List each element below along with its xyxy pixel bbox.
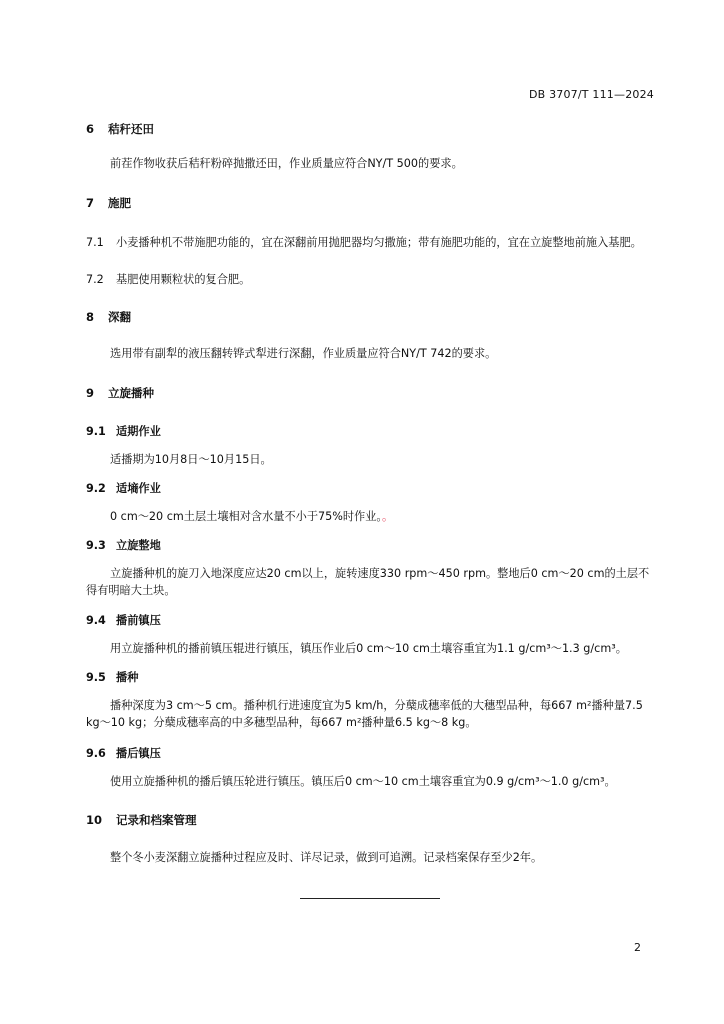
clause-9-6-text: 使用立旋播种机的播后镇压轮进行镇压。镇压后0 cm～10 cm土壤容重宜为0.9 g/cm³～1.0 g/cm³。 <box>110 775 616 788</box>
clause-7-2 <box>86 271 658 288</box>
red-mark: 。 <box>382 510 394 523</box>
clause-7-1 <box>86 234 658 251</box>
section-number: 9 <box>86 386 95 400</box>
section-title: 立旋播种 <box>108 386 154 400</box>
section-title: 秸秆还田 <box>108 122 154 136</box>
clause-title: 适期作业 <box>116 425 161 438</box>
page-number: 2 <box>634 941 641 954</box>
section-8-paragraph: 选用带有副犁的液压翻转铧式犁进行深翻，作业质量应符合NY/T 742的要求。 <box>110 347 497 360</box>
clause-title: 播种 <box>116 671 139 684</box>
clause-title: 播前镇压 <box>116 614 161 627</box>
clause-9-2-heading <box>86 480 658 497</box>
clause-number: 7.2 <box>86 273 104 286</box>
clause-number: 9.6 <box>86 747 106 760</box>
section-number: 10 <box>86 813 103 827</box>
clause-title: 立旋整地 <box>116 539 161 552</box>
clause-9-5-heading <box>86 669 658 686</box>
document-code: DB 3707/T 111—2024 <box>528 88 654 101</box>
section-number: 6 <box>86 122 95 136</box>
clause-9-1-heading <box>86 423 658 440</box>
section-8-heading <box>86 309 658 326</box>
clause-number: 7.1 <box>86 236 104 249</box>
clause-number: 9.2 <box>86 482 106 495</box>
clause-number: 9.3 <box>86 539 106 552</box>
clause-9-1-text: 适播期为10月8日～10月15日。 <box>110 453 272 466</box>
section-title: 施肥 <box>108 196 131 210</box>
clause-title: 播后镇压 <box>116 747 161 760</box>
clause-number: 9.1 <box>86 425 106 438</box>
clause-9-4-text: 用立旋播种机的播前镇压辊进行镇压，镇压作业后0 cm～10 cm土壤容重宜为1.1 g/cm³～1.3 g/cm³。 <box>110 642 627 655</box>
section-title: 记录和档案管理 <box>116 813 197 827</box>
section-10-paragraph: 整个冬小麦深翻立旋播种过程应及时、详尽记录，做到可追溯。记录档案保存至少2年。 <box>110 851 543 864</box>
section-number: 8 <box>86 310 95 324</box>
clause-9-4-heading <box>86 612 658 629</box>
clause-number: 9.4 <box>86 614 106 627</box>
section-number: 7 <box>86 196 95 210</box>
clause-9-5-text: 播种深度为3 cm～5 cm。播种机行进速度宜为5 km/h，分蘖成穗率低的大穗型品种，每667 m²播种量7.5 kg～10 kg；分蘖成穗率高的中多穗型品种，每667 m²播种量6.5 kg～8 kg。 <box>86 699 643 729</box>
end-rule <box>300 898 440 899</box>
clause-number: 9.5 <box>86 671 106 684</box>
section-title: 深翻 <box>108 310 131 324</box>
section-10-heading <box>86 812 658 829</box>
clause-text: 基肥使用颗粒状的复合肥。 <box>116 273 251 286</box>
section-9-heading <box>86 385 658 402</box>
clause-title: 适墒作业 <box>116 482 161 495</box>
clause-9-2-text <box>86 508 658 525</box>
section-6-paragraph: 前茬作物收获后秸秆粉碎抛撒还田，作业质量应符合NY/T 500的要求。 <box>110 157 463 170</box>
clause-9-6-heading <box>86 745 658 762</box>
section-7-heading <box>86 195 658 212</box>
section-6-heading <box>86 121 658 138</box>
clause-9-3-text: 立旋播种机的旋刀入地深度应达20 cm以上，旋转速度330 rpm～450 rpm。整地后0 cm～20 cm的土层不得有明暗大土块。 <box>86 567 650 597</box>
clause-text: 小麦播种机不带施肥功能的，宜在深翻前用抛肥器均匀撒施；带有施肥功能的，宜在立旋整地前施入基肥。 <box>116 236 642 249</box>
clause-9-3-heading <box>86 537 658 554</box>
clause-text: 0 cm～20 cm土层土壤相对含水量不小于75%时作业。 <box>110 510 383 523</box>
